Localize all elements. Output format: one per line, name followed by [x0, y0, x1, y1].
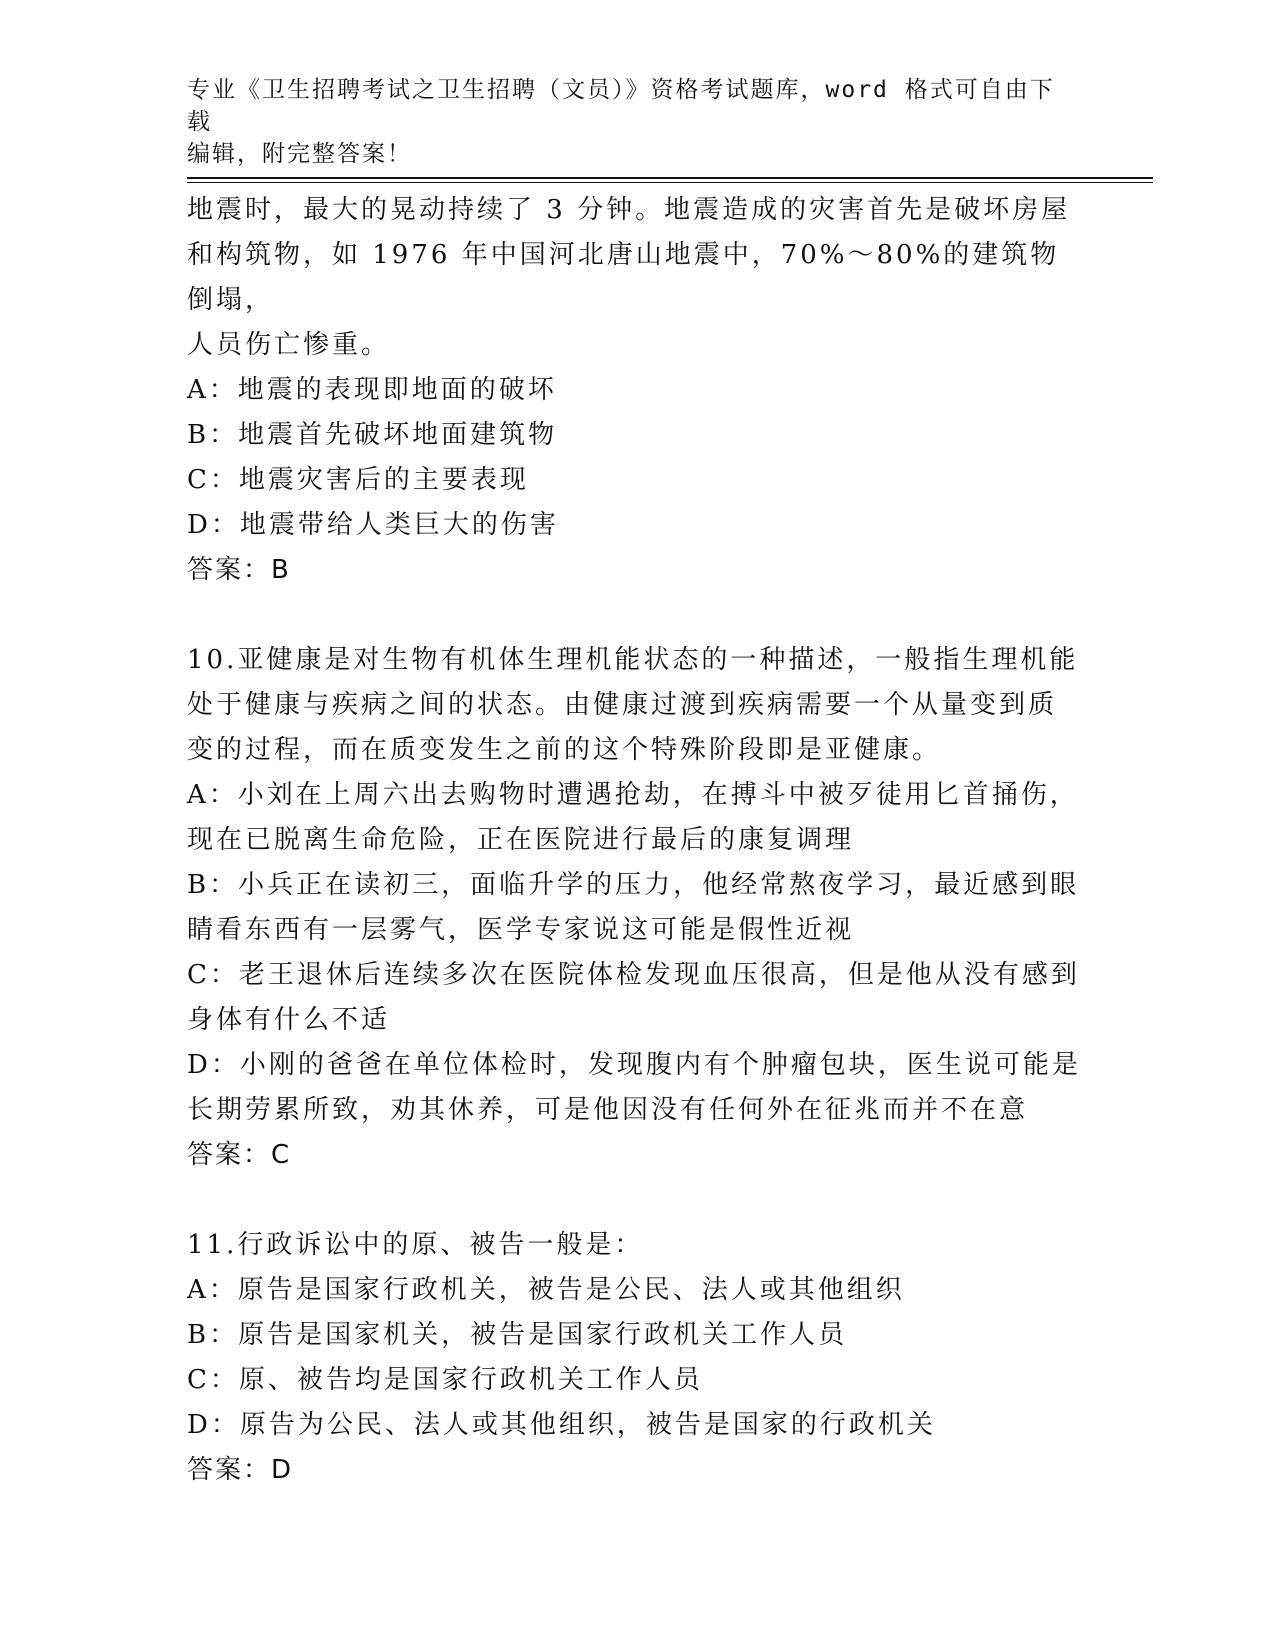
question-10-option-d-line: D：小刚的爸爸在单位体检时，发现腹内有个肿瘤包块，医生说可能是 — [187, 1050, 1081, 1080]
spacer — [187, 1178, 1087, 1223]
question-9-stem-line: 地震时，最大的晃动持续了 3 分钟。地震造成的灾害首先是破坏房屋 — [187, 195, 1071, 225]
question-10-stem-line: 处于健康与疾病之间的状态。由健康过渡到疾病需要一个从量变到质 — [187, 690, 1058, 720]
question-10-stem-line: 10.亚健康是对生物有机体生理机能状态的一种描述，一般指生理机能 — [187, 645, 1079, 675]
question-10-option-b-line: B：小兵正在读初三，面临升学的压力，他经常熬夜学习，最近感到眼 — [187, 870, 1080, 900]
question-9-option-b: B：地震首先破坏地面建筑物 — [187, 420, 558, 450]
question-11-answer: 答案：D — [187, 1455, 294, 1485]
question-9-stem-line: 和构筑物，如 1976 年中国河北唐山地震中，70%～80%的建筑物倒塌， — [187, 240, 1060, 315]
question-9-option-c: C：地震灾害后的主要表现 — [187, 465, 529, 495]
header-rule-thick — [187, 177, 1153, 179]
question-9-option-d: D：地震带给人类巨大的伤害 — [187, 510, 559, 540]
question-11-option-a: A：原告是国家行政机关，被告是公民、法人或其他组织 — [187, 1275, 905, 1305]
header-line-1: 专业《卫生招聘考试之卫生招聘（文员）》资格考试题库，word 格式可自由下载 — [187, 77, 1055, 135]
question-11-option-d: D：原告为公民、法人或其他组织，被告是国家的行政机关 — [187, 1410, 936, 1440]
question-9-stem-line: 人员伤亡惨重。 — [187, 330, 391, 360]
question-10 — [187, 638, 1087, 1178]
spacer — [187, 593, 1087, 638]
question-11 — [187, 1223, 1087, 1493]
header-rule-thin — [187, 182, 1153, 183]
question-10-option-c-line: C：老王退休后连续多次在医院体检发现血压很高，但是他从没有感到 — [187, 960, 1080, 990]
question-9 — [187, 188, 1087, 593]
question-content — [187, 188, 1087, 1493]
question-9-answer: 答案：B — [187, 555, 291, 585]
question-10-option-c-line: 身体有什么不适 — [187, 1005, 391, 1035]
header-line-2: 编辑，附完整答案！ — [187, 141, 412, 167]
question-11-option-b: B：原告是国家机关，被告是国家行政机关工作人员 — [187, 1320, 848, 1350]
question-11-stem: 11.行政诉讼中的原、被告一般是： — [187, 1230, 644, 1260]
question-10-option-a-line: A：小刘在上周六出去购物时遭遇抢劫，在搏斗中被歹徒用匕首捅伤， — [187, 780, 1079, 810]
question-10-option-a-line: 现在已脱离生命危险，正在医院进行最后的康复调理 — [187, 825, 855, 855]
document-header — [187, 74, 1067, 170]
question-10-answer: 答案：C — [187, 1140, 292, 1170]
question-10-option-b-line: 睛看东西有一层雾气，医学专家说这可能是假性近视 — [187, 915, 855, 945]
question-10-option-d-line: 长期劳累所致，劝其休养，可是他因没有任何外在征兆而并不在意 — [187, 1095, 1029, 1125]
question-9-option-a: A：地震的表现即地面的破坏 — [187, 375, 557, 405]
question-11-option-c: C：原、被告均是国家行政机关工作人员 — [187, 1365, 703, 1395]
question-10-stem-line: 变的过程，而在质变发生之前的这个特殊阶段即是亚健康。 — [187, 735, 942, 765]
